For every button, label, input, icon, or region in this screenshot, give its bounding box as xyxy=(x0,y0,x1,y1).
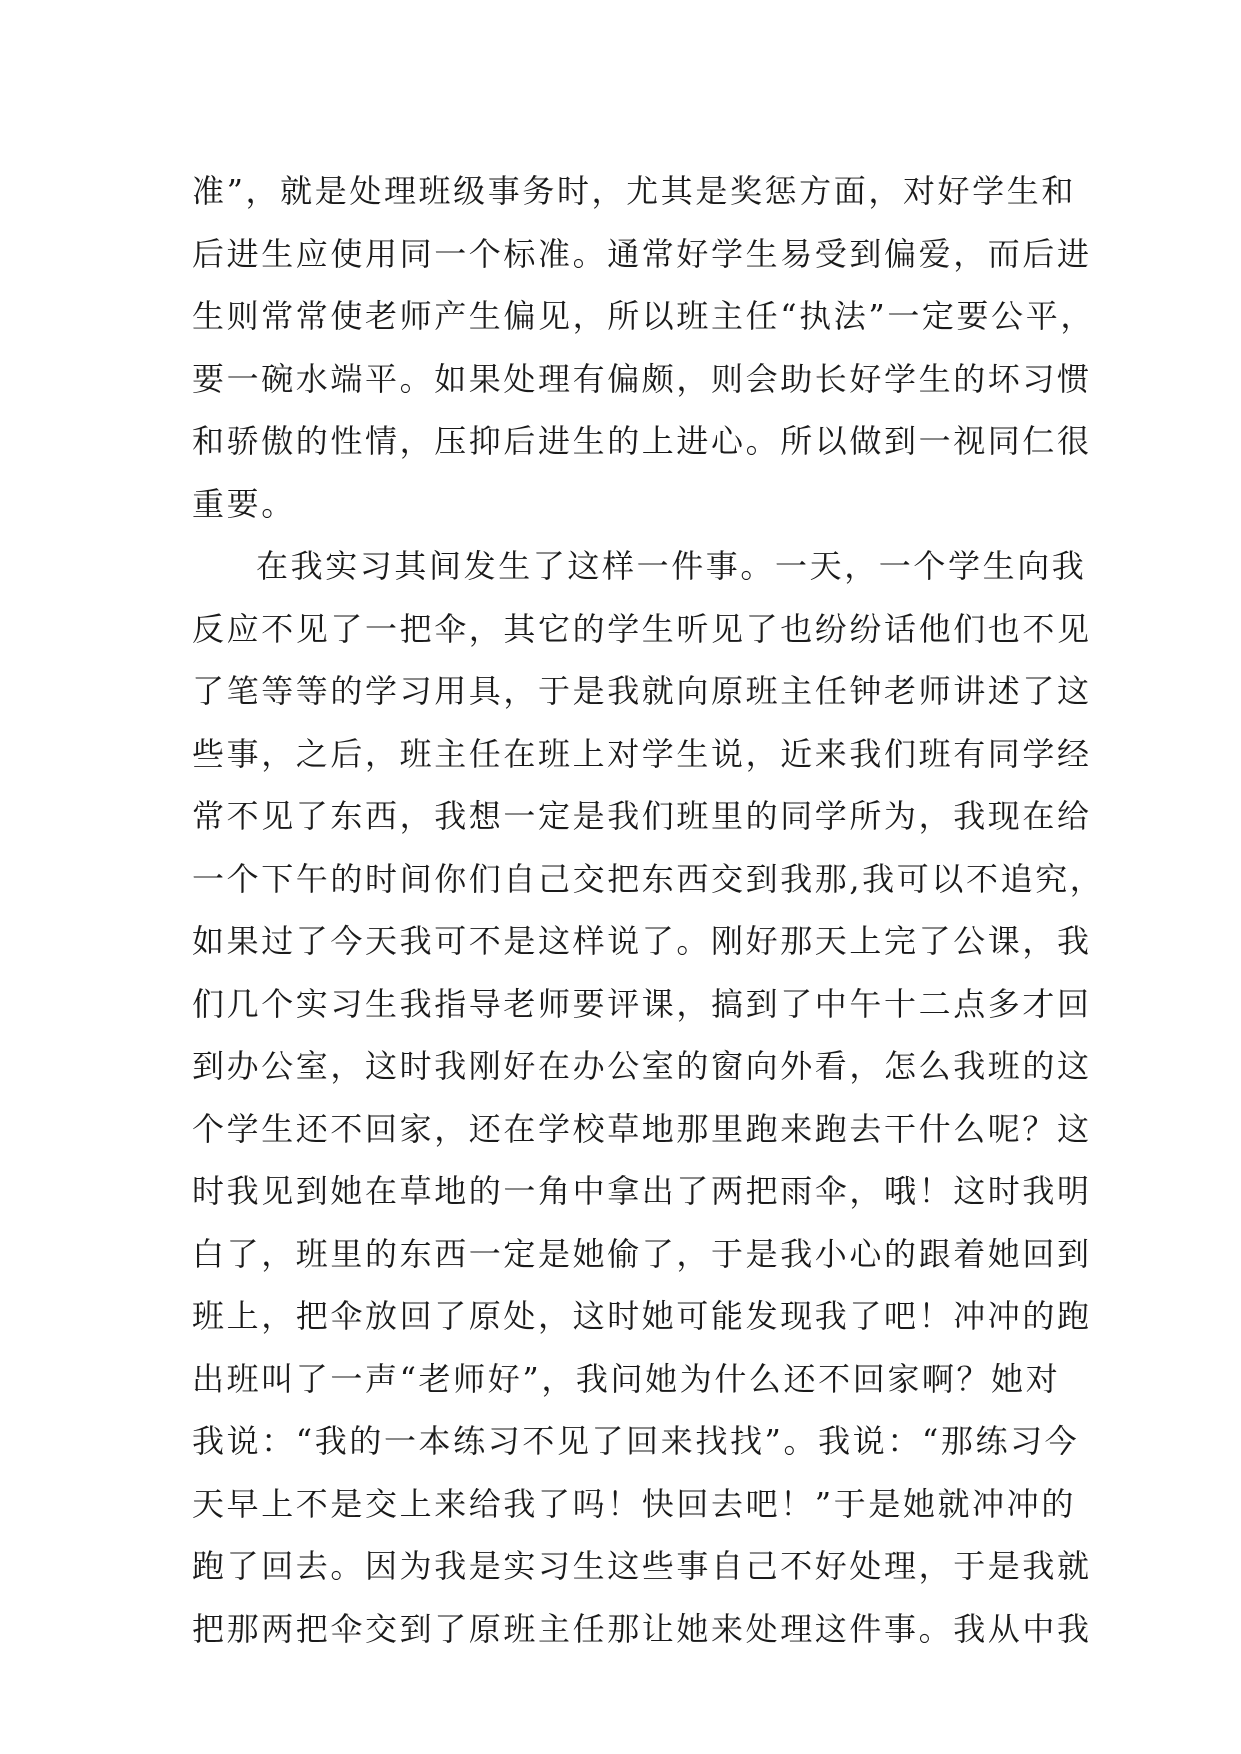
text-line: 到办公室，这时我刚好在办公室的窗向外看，怎么我班的这 xyxy=(192,1047,1092,1085)
text-line: 班上，把伞放回了原处，这时她可能发现我了吧！冲冲的跑 xyxy=(192,1297,1092,1335)
text-line: 要一碗水端平。如果处理有偏颇，则会助长好学生的坏习惯 xyxy=(192,359,1092,398)
text-line: 些事，之后，班主任在班上对学生说，近来我们班有同学经 xyxy=(192,734,1092,773)
text-line: 准”，就是处理班级事务时，尤其是奖惩方面，对好学生和 xyxy=(192,172,1076,210)
text-line: 重要。 xyxy=(192,484,296,523)
text-line: 个学生还不回家，还在学校草地那里跑来跑去干什么呢？这 xyxy=(192,1109,1092,1148)
text-line: 白了，班里的东西一定是她偷了，于是我小心的跟着她回到 xyxy=(192,1234,1092,1273)
text-line: 把那两把伞交到了原班主任那让她来处理这件事。我从中我 xyxy=(192,1609,1092,1648)
paragraph-start-line: 在我实习其间发生了这样一件事。一天，一个学生向我 xyxy=(256,547,1087,585)
text-line: 和骄傲的性情，压抑后进生的上进心。所以做到一视同仁很 xyxy=(192,422,1092,460)
text-line: 常不见了东西，我想一定是我们班里的同学所为，我现在给 xyxy=(192,797,1092,835)
text-line: 我说：“我的一本练习不见了回来找找”。我说：“那练习今 xyxy=(192,1422,1080,1460)
text-line: 出班叫了一声“老师好”，我问她为什么还不回家啊？她对 xyxy=(192,1359,1061,1398)
text-line: 生则常常使老师产生偏见，所以班主任“执法”一定要公平， xyxy=(192,297,1095,335)
text-line: 们几个实习生我指导老师要评课，搞到了中午十二点多才回 xyxy=(192,984,1092,1023)
text-line: 跑了回去。因为我是实习生这些事自己不好处理，于是我就 xyxy=(192,1547,1092,1585)
text-line: 一个下午的时间你们自己交把东西交到我那,我可以不追究， xyxy=(192,859,1105,898)
body-text xyxy=(192,160,1105,1660)
text-line: 时我见到她在草地的一角中拿出了两把雨伞，哦！这时我明 xyxy=(192,1172,1092,1210)
text-line: 后进生应使用同一个标准。通常好学生易受到偏爱，而后进 xyxy=(192,234,1092,273)
text-line: 如果过了今天我可不是这样说了。刚好那天上完了公课，我 xyxy=(192,922,1092,960)
text-line: 天早上不是交上来给我了吗！快回去吧！”于是她就冲冲的 xyxy=(192,1484,1076,1523)
text-line: 反应不见了一把伞，其它的学生听见了也纷纷话他们也不见 xyxy=(192,609,1092,648)
text-line: 了笔等等的学习用具，于是我就向原班主任钟老师讲述了这 xyxy=(192,672,1092,710)
